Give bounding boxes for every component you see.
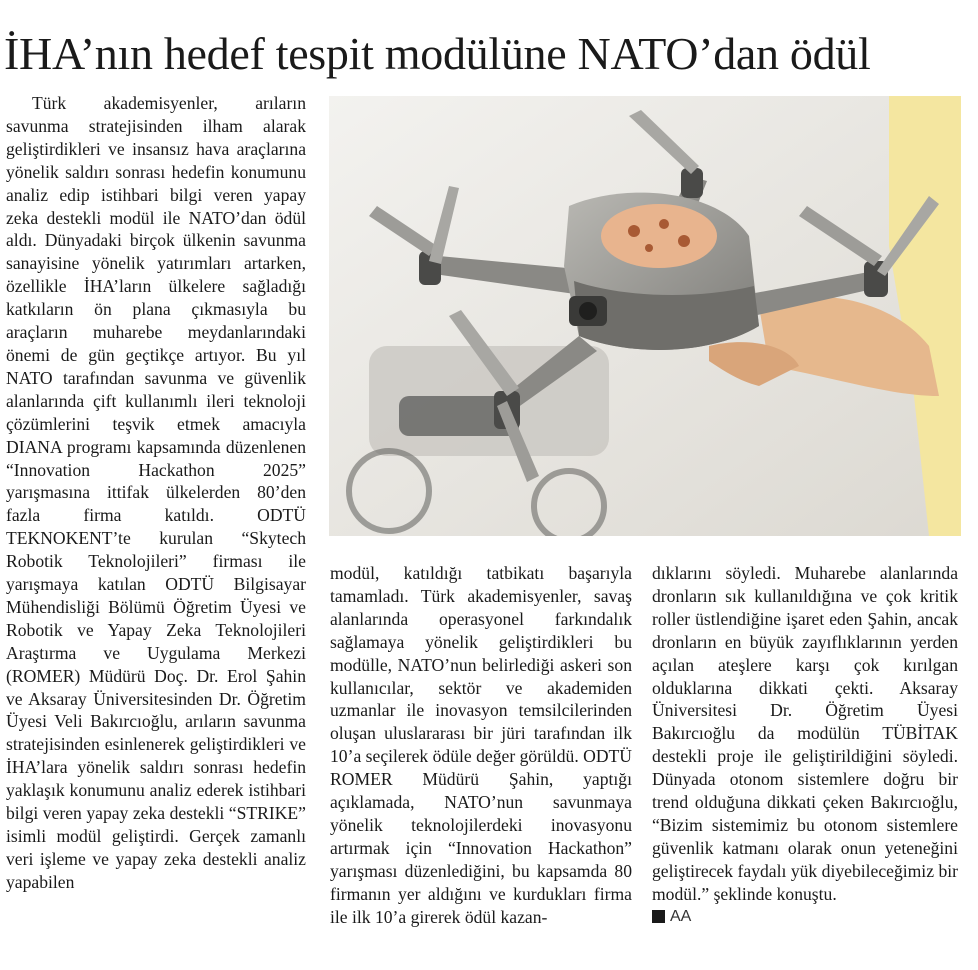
square-bullet-icon	[652, 910, 665, 923]
drone-photo	[329, 96, 961, 536]
article-paragraph: modül, katıldığı tatbikatı başarıyla tamamladı. Türk akademisyenler, savaş alanlarında operasyonel farkındalık sağlamaya yönelik geliştirdikleri bu modülle, NATO’nun belirlediği askeri son kullanıcılar, sektör ve akademiden uzmanlar ile inovasyon temsilcilerinden oluşan uluslararası bir jüri tarafından ilk 10’a seçilerek ödüle değer görüldü. ODTÜ ROMER Müdürü Şahin, yaptığı açıklamada, NATO’nun savunmaya yönelik teknolojilerdeki inovasyonu artırmak için “Innovation Hackathon” yarışması düzenlediğini, bu kapsamda 80 firmanın yer aldığını ve kurdukları firma ile ilk 10’a girerek ödül kazan-	[330, 563, 632, 927]
drone-photo-illustration	[329, 96, 961, 536]
article-column-1	[6, 92, 306, 894]
byline-source: AA	[670, 907, 692, 925]
article-column-3	[652, 562, 958, 926]
article-paragraph: Türk akademisyenler, arıların savunma stratejisinden ilham alarak geliştirdikleri ve insansız hava araçlarına yönelik saldırı sonrası hedefin konumunu analiz edip istihbari bilgi veren yapay zeka destekli modül ile NATO’dan ödül aldı. Dünyadaki birçok ülkenin savunma sanayisine yönelik yatırımları artarken, özellikle İHA’ların ülkelere sağladığı katkıların ön plana çıkmasıyla bu araçların muharebe meydanlarındaki önemi de gün geçtikçe artıyor. Bu yıl NATO tarafından savunma ve güvenlik alanlarında çift kullanımlı ileri teknoloji çözümlerini teşvik etmek amacıyla DIANA programı kapsamında düzenlenen “Innovation Hackathon 2025” yarışmasına ittifak ülkelerden 80’den fazla firma katıldı. ODTÜ TEKNOKENT’te kurulan “Skytech Robotik Teknolojileri” firması ile yarışmaya katılan ODTÜ Bilgisayar Mühendisliği Bölümü Öğretim Üyesi ve Robotik ve Yapay Zeka Teknolojileri Araştırma ve Uygulama Merkezi (ROMER) Müdürü Doç. Dr. Erol Şahin ve Aksaray Üniversitesinden Dr. Öğretim Üyesi Veli Bakırcıoğlu, arıların savunma stratejisinden esinlenerek geliştirdikleri ve İHA’lara yönelik saldırı sonrası hedefin yaklaşık konumunu analiz ederek istihbari bilgi veren yapay zeka destekli “STRIKE” isimli modül geliştirdi. Gerçek zamanlı veri işleme ve yapay zeka destekli analiz yapabilen	[6, 93, 306, 892]
headline: İHA’nın hedef tespit modülüne NATO’dan ödül	[4, 28, 871, 79]
article-column-2	[330, 562, 632, 929]
byline	[652, 908, 958, 926]
article-paragraph: dıklarını söyledi. Muharebe alanlarında dronların sık kullanıldığına ve çok kritik roller üstlendiğine işaret eden Şahin, ancak dronların en büyük zayıflıklarının yerden açılan ateşlere karşı çok kırılgan olduklarına dikkati çekti. Aksaray Üniversitesi Dr. Öğretim Üyesi Bakırcıoğlu da modülün TÜBİTAK destekli proje ile geliştirildiğini söyledi. Dünyada otonom sistemlere doğru bir trend olduğuna dikkati çeken Bakırcıoğlu, “Bizim sistemimiz bu otonom sistemlere güvenlik katmanı olarak onun yeteneğini geliştirecek faydalı yük diyebileceğimiz bir modül.” şeklinde konuştu.	[652, 563, 958, 904]
